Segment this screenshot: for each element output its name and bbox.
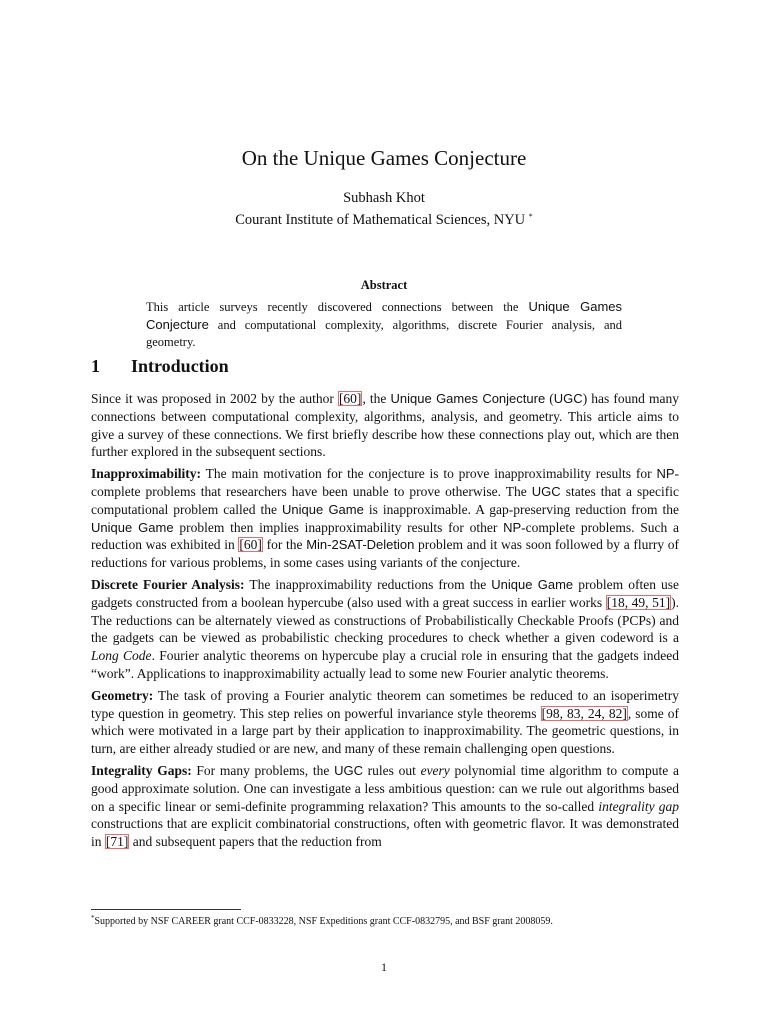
paragraph-text: -complete problems. Such a reduction was exhibited in	[91, 519, 680, 553]
section-heading	[91, 354, 229, 378]
paragraph-heading: Discrete Fourier Analysis:	[91, 576, 245, 592]
geometry-paragraph	[91, 687, 679, 758]
paragraph-text: problem then implies inapproximability results for other	[179, 519, 498, 535]
body-text	[91, 390, 679, 855]
abstract-text: This article surveys recently discovered connections between the	[146, 300, 519, 314]
paper-title: On the Unique Games Conjecture	[241, 146, 527, 170]
abstract-body	[146, 298, 622, 351]
paragraph-text: problem and it was soon followed by a flurry of reductions for various problems, in some cases using variants of the conjecture.	[91, 537, 680, 571]
ugc-abbrev: UGC	[531, 483, 561, 499]
affiliation-footnote-mark: *	[528, 212, 533, 221]
paragraph-text: for the	[266, 537, 303, 553]
paragraph-text: The inapproximability reductions from the	[249, 576, 487, 592]
paragraph-text: The main motivation for the conjecture is to prove inapproximability results for	[205, 466, 652, 482]
unique-game-term: Unique Game	[491, 576, 574, 592]
unique-game-term: Unique Game	[282, 501, 364, 517]
author-affiliation	[0, 207, 768, 230]
inapproximability-paragraph	[91, 465, 679, 572]
paragraph-text: polynomial time algorithm to compute a good approximate solution. One can investigate a less ambitious question: can we rule out algorithms based on a specific linear or semi-definite programming relaxation? This amounts to the so-called	[91, 762, 679, 814]
section-title: Introduction	[131, 356, 229, 376]
fourier-paragraph	[91, 576, 679, 683]
paragraph-text: and subsequent papers that the reduction from	[132, 834, 382, 850]
paragraph-heading: Integrality Gaps:	[91, 762, 192, 778]
paragraph-text: states that a specific computational problem called the	[91, 483, 679, 517]
unique-game-term: Unique Game	[91, 519, 174, 535]
footnote-text: Supported by NSF CAREER grant CCF-0833228, NSF Expeditions grant CCF-0832795, and BSF grant 2008059.	[94, 916, 553, 927]
paragraph-text: Since it was proposed in 2002 by the author	[91, 391, 334, 406]
footnote	[91, 912, 691, 928]
np-term: NP	[503, 519, 522, 535]
ugc-abbrev: UGC	[553, 391, 583, 406]
footnote-rule	[91, 909, 241, 910]
footnote-mark: *	[91, 914, 95, 922]
intro-paragraph	[91, 390, 679, 461]
abstract-text: and computational complexity, algorithms, discrete Fourier analysis, and geometry.	[146, 318, 623, 349]
ugc-term: Unique Games Conjecture	[390, 391, 546, 406]
paragraph-text: -complete problems that researchers have been unable to prove otherwise. The	[91, 466, 679, 499]
page-number: 1	[381, 960, 387, 974]
min-2sat-deletion-term: Min-2SAT-Deletion	[306, 537, 415, 553]
citation-link[interactable]: [98, 83, 24, 82]	[541, 705, 627, 721]
paragraph-text: ). The reductions can be alternately viewed as constructions of Probabilistically Checkable Proofs (PCPs) and the gadgets can be viewed as probabilistic checking procedures to check whether a given codeword is a	[91, 594, 679, 646]
paragraph-heading: Inapproximability:	[91, 466, 202, 482]
ugc-term: Unique Games Conjecture	[146, 299, 623, 332]
paragraph-text: (	[549, 391, 554, 406]
paragraph-text: is inapproximable. A gap-preserving reduction from the	[368, 501, 679, 517]
paragraph-text: rules out	[367, 762, 416, 778]
paragraph-text: For many problems, the	[196, 762, 330, 778]
section-number: 1	[91, 356, 100, 376]
paragraph-text: . Fourier analytic theorems on hypercube play a crucial role in ensuring that the gadgets indeed “work”. Applications to inapproximability actually lead to some new Fourier analytic theorems.	[91, 648, 679, 681]
paragraph-text: problem often use gadgets constructed from a boolean hypercube (also used with a great success in earlier works	[91, 576, 679, 610]
paragraph-text: The task of proving a Fourier analytic theorem can sometimes be reduced to an isoperimetry type question in geometry. This step relies on powerful invariance style theorems	[91, 687, 679, 721]
citation-link[interactable]: [18, 49, 51]	[606, 594, 671, 610]
np-term: NP	[656, 466, 675, 482]
ugc-abbrev: UGC	[334, 762, 363, 778]
author-name: Subhash Khot	[343, 190, 425, 206]
abstract-heading: Abstract	[360, 278, 408, 292]
citation-link[interactable]: [60]	[239, 537, 262, 553]
paragraph-text: , some of which were motivated in a large part by their application to inapproximability. The geometric questions, in turn, are either already studied or are new, and many of these remain challenging open questions.	[91, 705, 680, 757]
paragraph-text: constructions that are explicit combinatorial constructions, often with geometric flavor. It was demonstrated in	[91, 816, 679, 850]
affiliation-text: Courant Institute of Mathematical Sciences, NYU	[235, 212, 526, 228]
emphasis-text: every	[420, 762, 450, 778]
citation-link[interactable]: [71]	[105, 834, 129, 850]
emphasis-text: integrality gap	[598, 798, 679, 814]
paragraph-text: , the	[362, 391, 387, 406]
emphasis-text: Long Code	[91, 648, 152, 664]
integrality-paragraph	[91, 762, 679, 851]
paragraph-heading: Geometry:	[91, 687, 154, 703]
paragraph-text: ) has found many connections between computational complexity, algorithms, analysis, and geometry. This article aims to give a survey of these connections. We first briefly describe how these connections play out, which are then further explored in the subsequent sections.	[91, 391, 679, 460]
citation-link[interactable]: [60]	[338, 391, 362, 406]
